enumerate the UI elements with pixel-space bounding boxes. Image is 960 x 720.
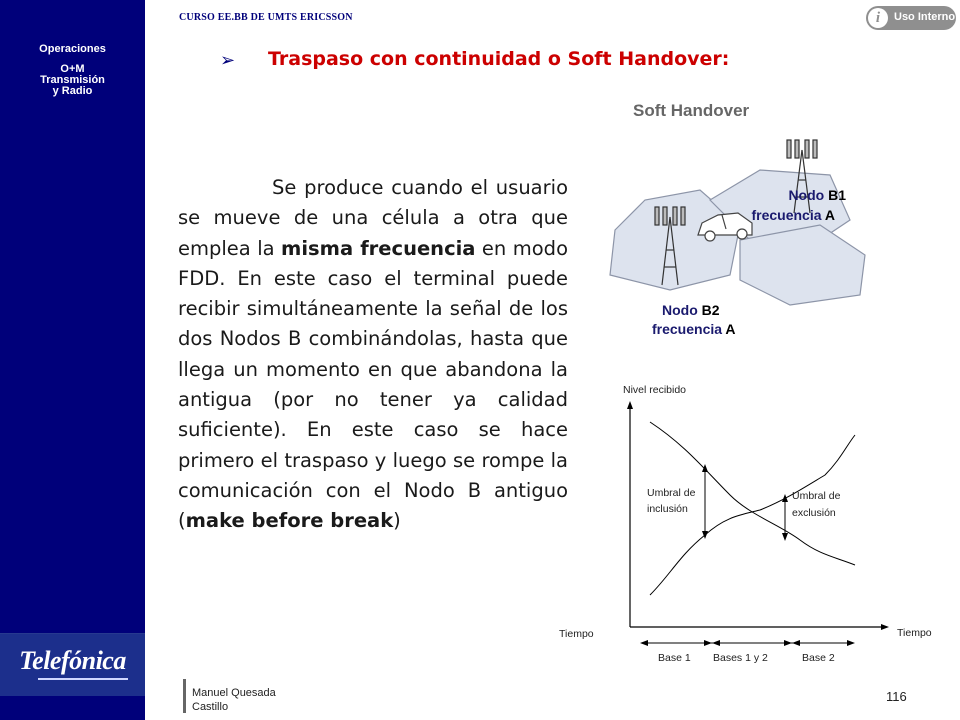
y-axis-label: Nivel recibido <box>623 384 687 396</box>
sidebar-line-om: O+M <box>60 63 85 75</box>
node-b1-frequency: frecuencia A <box>751 207 835 223</box>
telefonica-logo: Telefónica <box>19 646 126 675</box>
x-axis-label-left: Tiempo <box>559 628 594 640</box>
sidebar-line-radio: y Radio <box>52 85 93 97</box>
period-arrow-right-icon <box>847 640 855 646</box>
sidebar-line-transmision: Transmisión <box>40 74 105 86</box>
badge-label: Uso Interno <box>894 11 956 23</box>
inclusion-arrow-bottom-icon <box>702 531 708 539</box>
x-axis-label-right: Tiempo <box>897 627 932 639</box>
author-line1: Manuel Quesada <box>192 687 276 699</box>
exclusion-label-line1: Umbral de <box>792 490 841 502</box>
period-arrow-left-icon <box>640 640 648 646</box>
period-bases-1-2: Bases 1 y 2 <box>713 652 768 664</box>
inclusion-label-line1: Umbral de <box>647 487 696 499</box>
body-bold-1: misma frecuencia <box>281 236 476 260</box>
period-base2: Base 2 <box>802 652 835 664</box>
course-header: CURSO EE.BB DE UMTS ERICSSON <box>179 12 353 23</box>
body-bold-2: make before break <box>185 509 394 533</box>
signal-level-diagram <box>555 375 955 670</box>
footer-divider <box>183 679 186 713</box>
period-arrow-mid1-right-icon <box>712 640 720 646</box>
arrow-bullet-icon: ➢ <box>220 50 236 70</box>
node-b2-frequency: frecuencia A <box>652 321 736 337</box>
logo-underline <box>38 678 128 680</box>
inclusion-arrow-top-icon <box>702 464 708 472</box>
classification-badge <box>866 6 956 30</box>
period-base1: Base 1 <box>658 652 691 664</box>
body-text-3: ) <box>393 509 401 533</box>
body-text-2: en modo FDD. En este caso el terminal puede recibir simultáneamente la señal de los dos Nodos B combinándolas, hasta que llega un momento en que abandona la antigua (por no tener ya calidad suficiente). En este caso se hace primero el traspaso y luego se rompe la comunicación con el Nodo B antiguo ( <box>178 236 568 533</box>
exclusion-label-line2: exclusión <box>792 507 836 519</box>
body-paragraph <box>178 173 568 537</box>
period-arrow-mid2-right-icon <box>792 640 800 646</box>
exclusion-arrow-bottom-icon <box>782 533 788 541</box>
sidebar-line-operaciones: Operaciones <box>39 43 106 55</box>
slide-title: Traspaso con continuidad o Soft Handover: <box>268 48 730 70</box>
node-b1-label: Nodo B1 <box>788 187 846 203</box>
body-text-1: Se produce cuando el usuario se mueve de una célula a otra que emplea la <box>178 176 568 260</box>
sidebar-menu <box>0 44 145 97</box>
cell-right <box>740 225 865 305</box>
period-arrow-mid1-left-icon <box>704 640 712 646</box>
exclusion-arrow-top-icon <box>782 494 788 502</box>
page-number: 116 <box>886 689 907 704</box>
inclusion-label-line2: inclusión <box>647 503 688 515</box>
period-arrow-mid2-left-icon <box>784 640 792 646</box>
soft-handover-illustration <box>590 125 880 350</box>
y-axis-arrow-icon <box>627 401 633 409</box>
sidebar <box>0 0 145 720</box>
node-b2-label: Nodo B2 <box>662 302 720 318</box>
illustration-title: Soft Handover <box>633 101 750 120</box>
author-line2: Castillo <box>192 701 229 713</box>
info-icon: i <box>868 8 888 28</box>
x-axis-arrow-icon <box>881 624 889 630</box>
author <box>192 686 276 714</box>
